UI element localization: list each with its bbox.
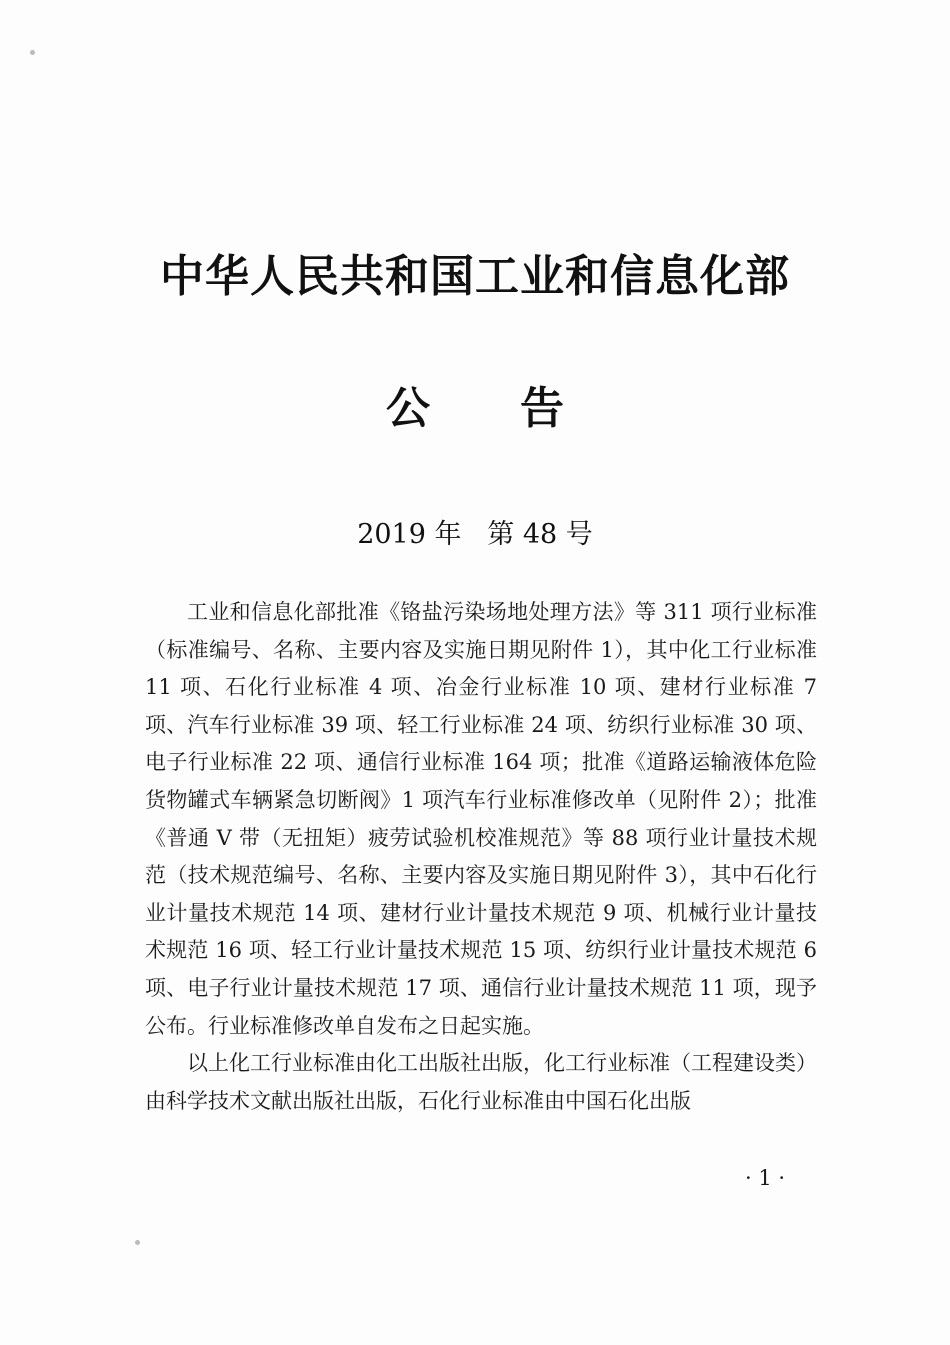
- scan-speck: [135, 1240, 140, 1245]
- ministry-title: 中华人民共和国工业和信息化部: [160, 251, 790, 302]
- issue-number: 2019 年 第 48 号: [357, 519, 593, 550]
- announcement-body: [145, 594, 817, 1120]
- scan-speck: [30, 50, 35, 55]
- announcement-title: 公告: [386, 383, 654, 434]
- page-number: · 1 ·: [744, 1166, 786, 1190]
- body-paragraph: 工业和信息化部批准《铬盐污染场地处理方法》等 311 项行业标准（标准编号、名称、主要内容及实施日期见附件 1），其中化工行业标准 11 项、石化行业标准 4 项、冶金行业标准 10 项、建材行业标准 7 项、汽车行业标准 39 项、轻工行业标准 24 项、纺织行业标准 30 项、电子行业标准 22 项、通信行业标准 164 项；批准《道路运输液体危险货物罐式车辆紧急切断阀》1 项汽车行业标准修改单（见附件 2）；批准《普通 V 带（无扭矩）疲劳试验机校准规范》等 88 项行业计量技术规范（技术规范编号、名称、主要内容及实施日期见附件 3），其中石化行业计量技术规范 14 项、建材行业计量技术规范 9 项、机械行业计量技术规范 16 项、轻工行业计量技术规范 15 项、纺织行业计量技术规范 6 项、电子行业计量技术规范 17 项、通信行业计量技术规范 11 项，现予公布。行业标准修改单自发布之日起实施。: [145, 600, 817, 1038]
- body-paragraph: 以上化工行业标准由化工出版社出版，化工行业标准（工程建设类）由科学技术文献出版社出版，石化行业标准由中国石化出版: [145, 1051, 817, 1113]
